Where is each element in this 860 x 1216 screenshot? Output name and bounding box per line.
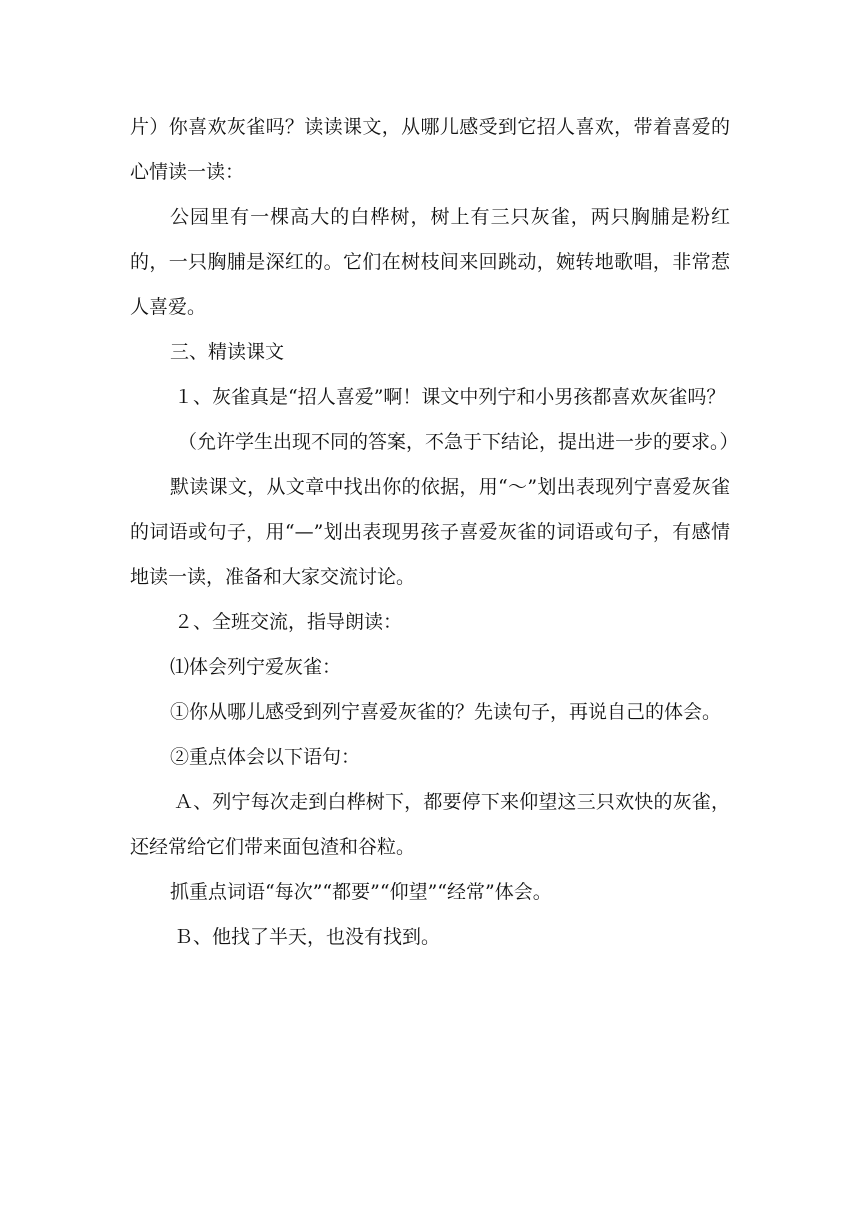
paragraph-question-intro: 片）你喜欢灰雀吗？读读课文，从哪儿感受到它招人喜欢，带着喜爱的心情读一读： xyxy=(130,116,730,183)
paragraph-item-1: ①你从哪儿感受到列宁喜爱灰雀的？先读句子，再说自己的体会。 xyxy=(170,701,722,723)
document-body xyxy=(130,105,739,960)
paragraph-sentence-a: Ａ、列宁每次走到白桦树下，都要停下来仰望这三只欢快的灰雀，还经常给它们带来面包渣和谷粒。 xyxy=(130,791,730,858)
paragraph-text-excerpt: 公园里有一棵高大的白桦树，树上有三只灰雀，两只胸脯是粉红的，一只胸脯是深红的。它们在树枝间来回跳动，婉转地歌唱，非常惹人喜爱。 xyxy=(130,206,730,318)
paragraph-item-2: ②重点体会以下语句： xyxy=(170,746,361,768)
paragraph-step-1: １、灰雀真是“招人喜爱”啊！课文中列宁和小男孩都喜欢灰雀吗？ xyxy=(174,386,726,408)
paragraph-key-words: 抓重点词语“每次”“都要”“仰望”“经常”体会。 xyxy=(170,881,552,903)
paragraph-subsection-1: ⑴体会列宁爱灰雀： xyxy=(170,656,342,678)
paragraph-step-2: ２、全班交流，指导朗读： xyxy=(174,611,403,633)
section-heading-close-reading: 三、精读课文 xyxy=(170,341,285,363)
paragraph-note: （允许学生出现不同的答案，不急于下结论，提出进一步的要求。） xyxy=(178,431,739,453)
paragraph-sentence-b: Ｂ、他找了半天，也没有找到。 xyxy=(174,926,441,948)
paragraph-silent-reading: 默读课文，从文章中找出你的依据，用“～”划出表现列宁喜爱灰雀的词语或句子，用“—”划出表现男孩子喜爱灰雀的词语或句子，有感情地读一读，准备和大家交流讨论。 xyxy=(130,476,730,588)
